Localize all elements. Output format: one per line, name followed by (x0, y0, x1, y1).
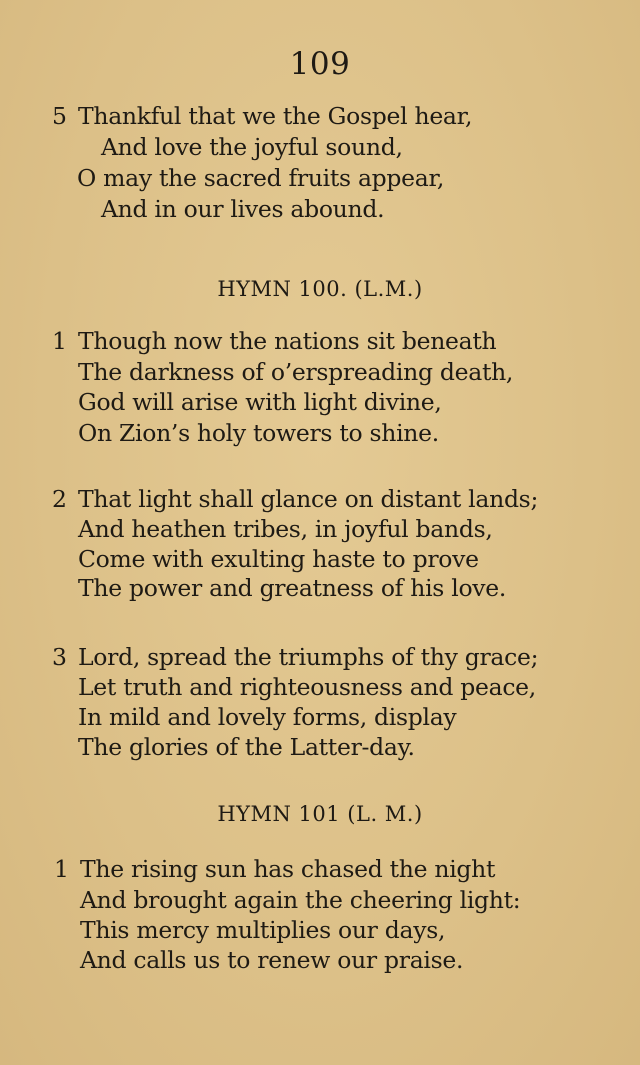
hymn-100-heading: HYMN 100. (L.M.) (217, 277, 423, 301)
verse-line: The darkness of o’erspreading death, (78, 358, 514, 386)
verse-number: 1 (54, 855, 69, 883)
verse-line: O may the sacred fruits appear, (77, 164, 445, 192)
verse-number: 5 (52, 102, 67, 130)
verse-line: Though now the nations sit beneath (78, 327, 497, 355)
verse-line: Let truth and righteousness and peace, (78, 673, 536, 701)
verse-number: 1 (52, 327, 67, 355)
verse-line: And heathen tribes, in joyful bands, (78, 515, 493, 543)
verse-line: The glories of the Latter-day. (78, 733, 415, 761)
verse-line: And love the joyful sound, (101, 133, 403, 161)
verse-line: And brought again the cheering light: (80, 886, 521, 914)
verse-line: On Zion’s holy towers to shine. (78, 419, 439, 447)
verse-line: Lord, spread the triumphs of thy grace; (78, 643, 539, 671)
verse-line: God will arise with light divine, (78, 388, 442, 416)
page-number: 109 (289, 46, 351, 82)
verse-line: This mercy multiplies our days, (80, 916, 446, 944)
verse-line: The power and greatness of his love. (78, 574, 507, 602)
verse-line: And in our lives abound. (101, 195, 385, 223)
verse-line: In mild and lovely forms, display (78, 703, 457, 731)
verse-line: That light shall glance on distant lands; (78, 485, 539, 513)
verse-line: The rising sun has chased the night (80, 855, 496, 883)
verse-line: And calls us to renew our praise. (80, 946, 464, 974)
verse-line: Thankful that we the Gospel hear, (78, 102, 473, 130)
hymn-101-heading: HYMN 101 (L. M.) (217, 802, 423, 826)
verse-number: 2 (52, 485, 67, 513)
verse-line: Come with exulting haste to prove (78, 545, 479, 573)
verse-number: 3 (52, 643, 67, 671)
